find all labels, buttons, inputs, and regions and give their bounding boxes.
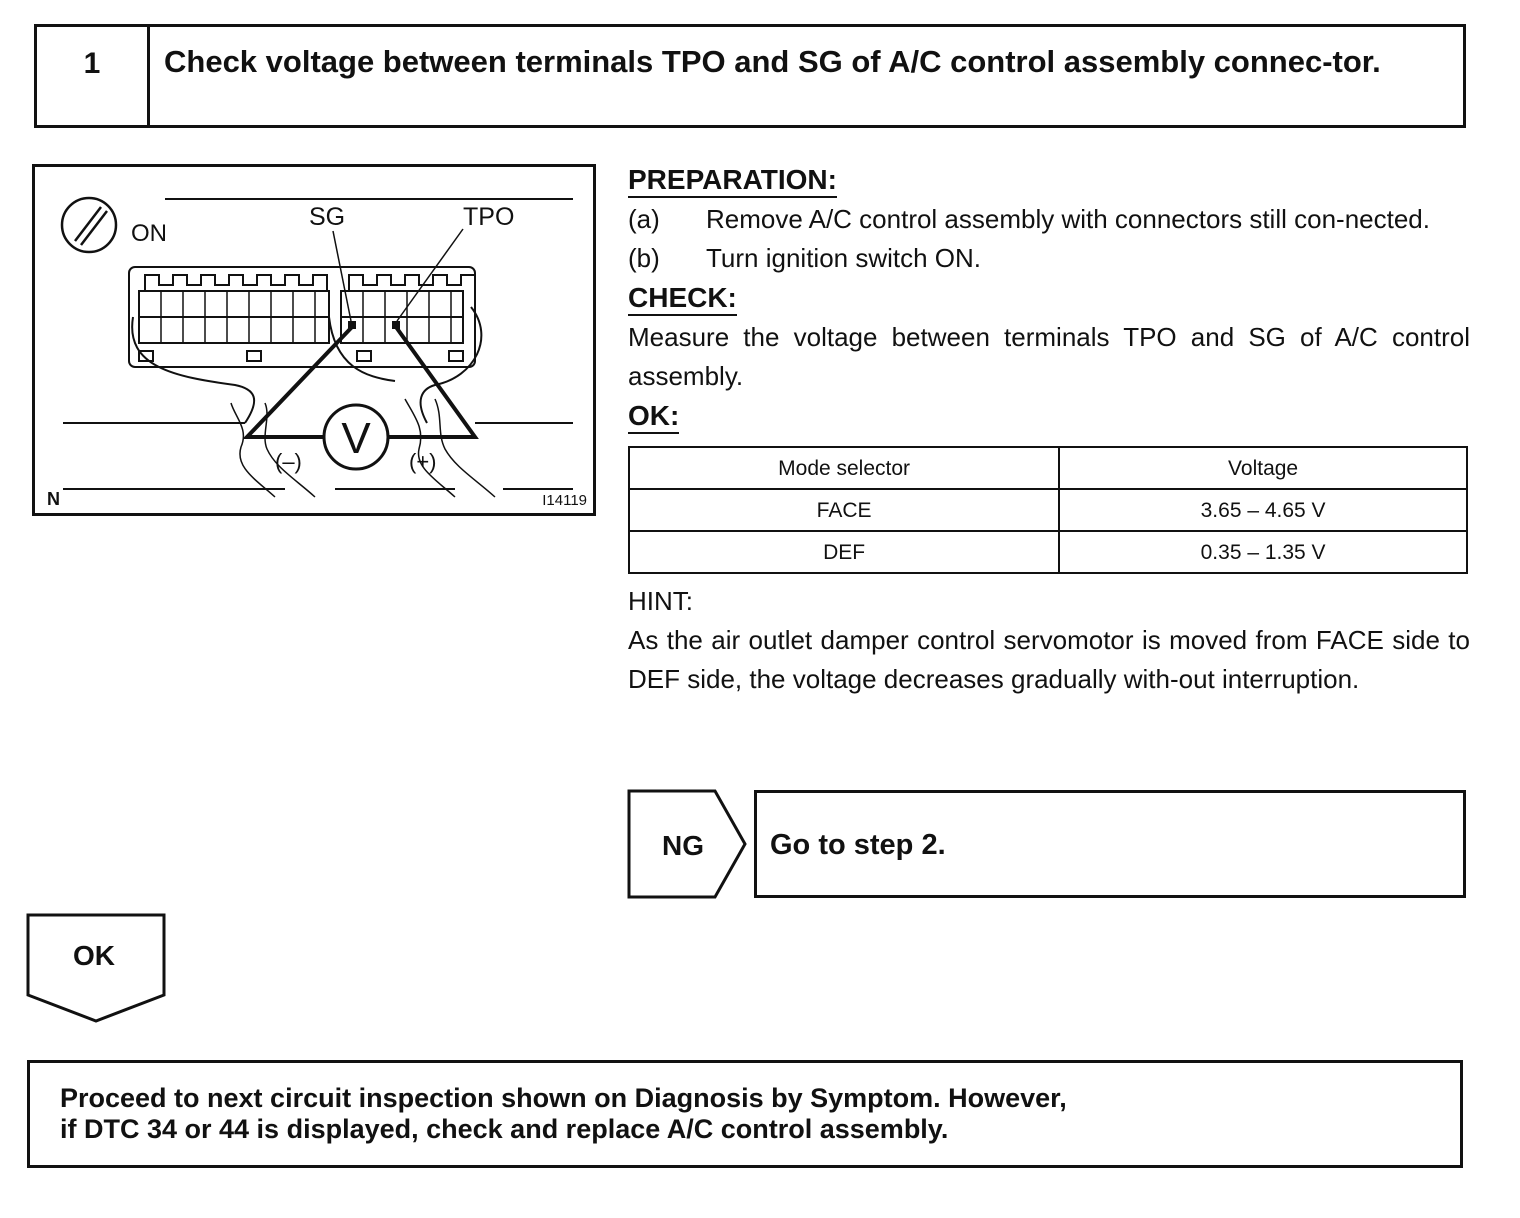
hint-text: As the air outlet damper control servomotor is moved from FACE side to DEF side, the voltage decreases gradually with-out interruption. xyxy=(628,625,1470,694)
figure-corner-label: N xyxy=(47,489,60,509)
preparation-heading: PREPARATION: xyxy=(628,164,837,198)
table-cell: 0.35 – 1.35 V xyxy=(1059,531,1467,573)
result-line-2: if DTC 34 or 44 is displayed, check and replace A/C control assembly. xyxy=(60,1114,949,1144)
item-text: Remove A/C control assembly with connectors still con-nected. xyxy=(706,204,1430,234)
instructions-column xyxy=(628,160,1470,699)
connector-body xyxy=(129,267,481,423)
ignition-label: ON xyxy=(131,220,167,247)
voltmeter-icon xyxy=(324,405,388,469)
ng-action-text: Go to step 2. xyxy=(770,829,946,861)
step-title: Check voltage between terminals TPO and SG of A/C control assembly connec-tor. xyxy=(164,44,1381,79)
column-header: Mode selector xyxy=(629,447,1059,489)
ignition-key-icon xyxy=(62,198,116,252)
figure-id: I14119 xyxy=(542,492,587,509)
step-number: 1 xyxy=(37,27,150,125)
terminal-tpo-label: TPO xyxy=(463,203,515,231)
connector-diagram xyxy=(32,164,596,516)
result-box xyxy=(27,1060,1463,1168)
item-label: (b) xyxy=(628,243,660,273)
ok-arrow xyxy=(26,913,168,1025)
result-line-1: Proceed to next circuit inspection shown on Diagnosis by Symptom. However, xyxy=(60,1083,1067,1113)
voltmeter-symbol: V xyxy=(341,414,371,463)
step-header xyxy=(34,24,1466,128)
check-text: Measure the voltage between terminals TPO and SG of A/C control assembly. xyxy=(628,322,1470,391)
ok-heading: OK: xyxy=(628,400,679,434)
check-heading: CHECK: xyxy=(628,282,737,316)
table-row xyxy=(629,531,1467,573)
item-label: (a) xyxy=(628,204,660,234)
table-cell: FACE xyxy=(629,489,1059,531)
ng-action-box xyxy=(754,790,1466,898)
item-text: Turn ignition switch ON. xyxy=(706,243,982,273)
ng-label: NG xyxy=(662,830,704,861)
column-header: Voltage xyxy=(1059,447,1467,489)
table-cell: 3.65 – 4.65 V xyxy=(1059,489,1467,531)
spec-table xyxy=(628,446,1468,574)
preparation-item xyxy=(628,239,1470,278)
ng-arrow xyxy=(627,789,751,901)
negative-lead-label: (–) xyxy=(275,449,302,474)
positive-lead-label: (+) xyxy=(409,449,437,474)
table-header-row xyxy=(629,447,1467,489)
table-row xyxy=(629,489,1467,531)
hint-heading: HINT: xyxy=(628,586,693,616)
table-cell: DEF xyxy=(629,531,1059,573)
ok-label: OK xyxy=(73,940,115,971)
terminal-sg-label: SG xyxy=(309,203,346,231)
preparation-item xyxy=(628,200,1470,239)
